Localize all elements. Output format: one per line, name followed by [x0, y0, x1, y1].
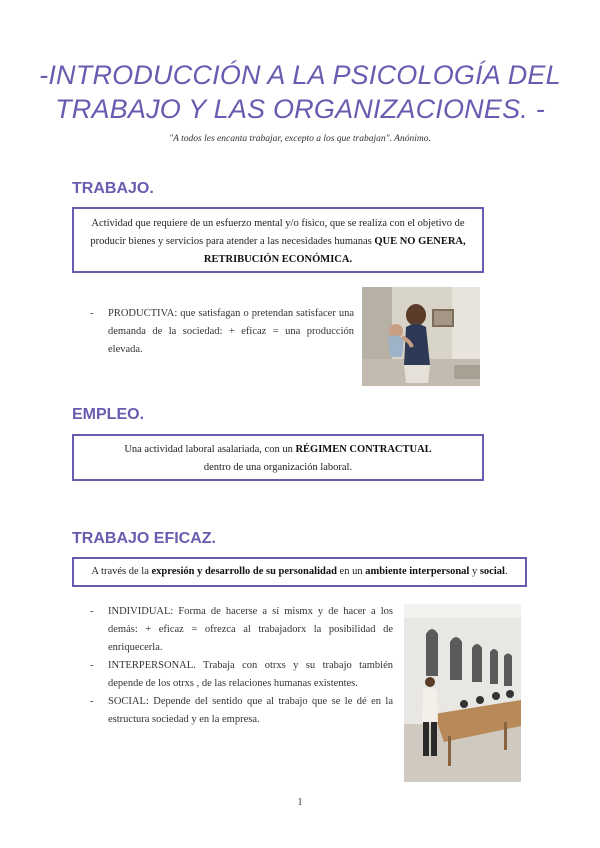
bullet-text: SOCIAL: Depende del sentido que al trabajo que se le dé en la estructura sociedad y en la empresa. [108, 696, 393, 725]
title-line-2: TRABAJO Y LAS ORGANIZACIONES. - [55, 94, 545, 124]
definition-text-period: . [504, 566, 508, 577]
definition-text-and: y [469, 566, 480, 577]
bullet-text: INTERPERSONAL. Trabaja con otrxs y su trabajo también depende de los otrxs , de las relaciones humanas existentes. [108, 660, 393, 689]
heading-empleo: EMPLEO. [72, 406, 145, 423]
definition-text: A través de la [91, 566, 152, 577]
definition-box-empleo [72, 434, 484, 481]
epigraph-quote: "A todos les encanta trabajar, excepto a los que trabajan". Anónimo. [169, 134, 431, 144]
definition-emphasis-personalidad: expresión y desarrollo de su personalidad [151, 566, 337, 577]
photo-illustration [404, 604, 521, 782]
bullet-text: INDIVIDUAL: Forma de hacerse a sí mismx y de hacer a los demás: + eficaz = ofrezca al trabajadorx la posibilidad de enriquecerla. [108, 606, 393, 653]
definition-text: Actividad que requiere de un esfuerzo mental y/o físico, que se realiza con el objetivo de producir bienes y servicios para atender a las necesidades humanas [90, 218, 465, 247]
definition-emphasis: RÉGIMEN CONTRACTUAL [295, 444, 432, 455]
bullet-dash: - [90, 606, 94, 617]
definition-text-mid: en un [336, 566, 366, 577]
definition-emphasis: QUE NO GENERA, RETRIBUCIÓN ECONÓMICA. [203, 236, 466, 265]
bullet-text: PRODUCTIVA: que satisfagan o pretendan satisfacer una demanda de la sociedad: + eficaz = una producción elevada. [108, 308, 354, 355]
bullet-list-trabajo-eficaz [90, 603, 393, 729]
list-item [90, 305, 354, 359]
list-item-interpersonal [90, 657, 393, 693]
document-title [30, 58, 570, 126]
photo-illustration [362, 287, 480, 386]
heading-trabajo-eficaz: TRABAJO EFICAZ. [72, 530, 216, 547]
photo-meeting-room [404, 604, 521, 782]
definition-emphasis-interpersonal: ambiente interpersonal [365, 566, 470, 577]
title-line-1: -INTRODUCCIÓN A LA PSICOLOGÍA DEL [39, 60, 561, 90]
bullet-list-trabajo [90, 305, 354, 359]
bullet-dash: - [90, 308, 94, 319]
definition-emphasis-social: social [479, 566, 505, 577]
bullet-dash: - [90, 660, 94, 671]
list-item-social [90, 693, 393, 729]
photo-woman-with-child [362, 287, 480, 386]
page-number: 1 [297, 797, 303, 808]
definition-box-trabajo-eficaz [72, 557, 527, 587]
definition-text: Una actividad laboral asalariada, con un [124, 444, 296, 455]
definition-box-trabajo [72, 207, 484, 273]
definition-text-end: dentro de una organización laboral. [203, 462, 353, 473]
list-item-individual [90, 603, 393, 657]
bullet-dash: - [90, 696, 94, 707]
heading-trabajo: TRABAJO. [72, 180, 154, 197]
